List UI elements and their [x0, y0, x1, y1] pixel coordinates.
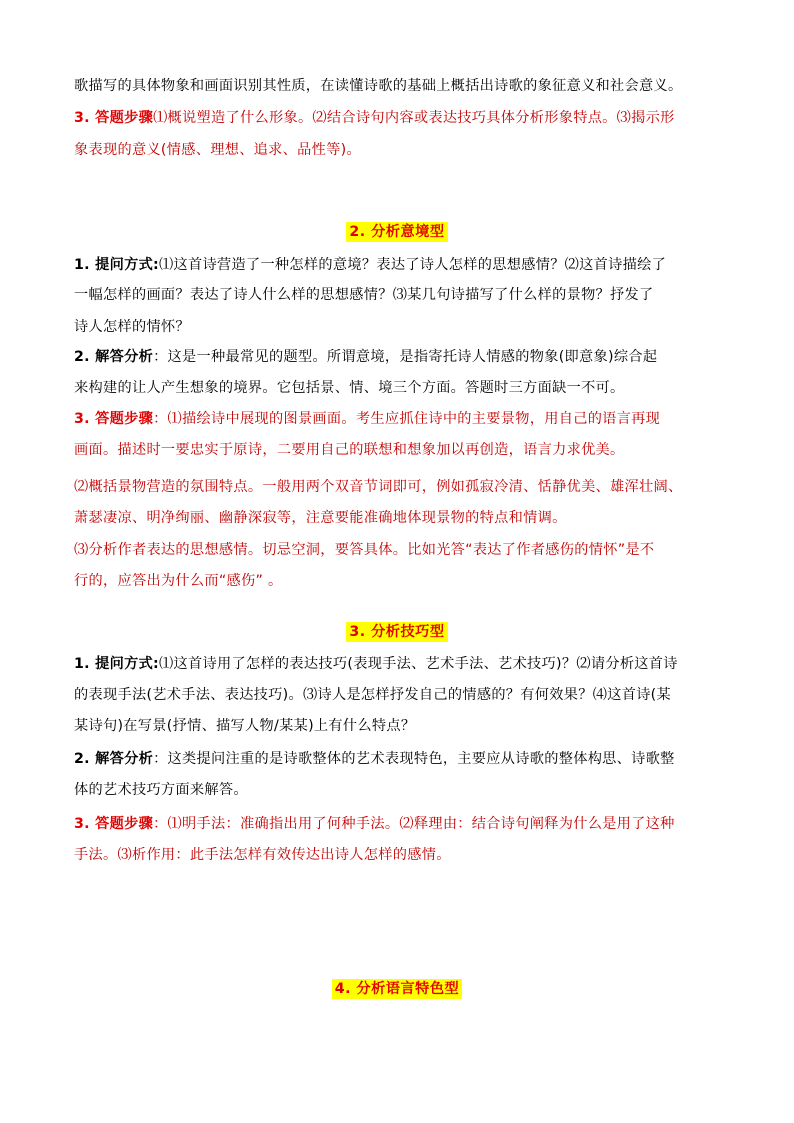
sec2-q-line2: 一幅怎样的画面？表达了诗人什么样的思想感情？⑶某几句诗描写了什么样的景物？抒发了	[74, 287, 654, 303]
sec3-a-text1: ：这类提问注重的是诗歌整体的艺术表现特色，主要应从诗歌的整体构思、诗歌整	[153, 751, 675, 767]
sec2-q-label: 1. 提问方式:	[74, 257, 160, 273]
sec2-s-line5: ⑶分析作者表达的思想感情。切忌空洞，要答具体。比如光答“表达了作者感伤的情怀”是不	[74, 542, 655, 558]
sec1-steps-line1	[74, 111, 675, 125]
sec3-heading-text: 3. 分析技巧型	[346, 622, 447, 642]
sec3-s-label: 3. 答题步骤	[74, 816, 154, 832]
sec3-q-line2: 的表现手法(艺术手法、表达技巧)。⑶诗人是怎样抒发自己的情感的？有何效果？⑷这首诗(某	[74, 687, 672, 703]
sec1-steps-line2: 象表现的意义(情感、理想、追求、品性等)。	[74, 142, 361, 158]
sec3-s-line1	[74, 817, 675, 831]
sec3-a-label: 2. 解答分析	[74, 751, 154, 767]
sec4-heading	[0, 982, 794, 996]
sec2-s-text1: ：⑴描绘诗中展现的图景画面。考生应抓住诗中的主要景物，用自己的语言再现	[153, 411, 661, 427]
sec3-s-text1: ：⑴明手法：准确指出用了何种手法。⑵释理由：结合诗句阐释为什么是用了这种	[153, 816, 675, 832]
sec2-s-line4: 萧瑟凄凉、明净绚丽、幽静深寂等，注意要能准确地体现景物的特点和情调。	[74, 510, 567, 526]
sec3-heading	[0, 625, 794, 639]
sec2-q-line3: 诗人怎样的情怀？	[74, 319, 190, 335]
sec3-a-line1	[74, 752, 675, 766]
sec2-s-line2: 画面。描述时一要忠实于原诗，二要用自己的联想和想象加以再创造，语言力求优美。	[74, 442, 625, 458]
sec3-q-line1	[74, 657, 678, 671]
sec1-line1: 歌描写的具体物象和画面识别其性质，在读懂诗歌的基础上概括出诗歌的象征意义和社会意义。	[74, 78, 683, 94]
sec3-q-line3: 某诗句)在写景(抒情、描写人物/某某)上有什么特点？	[74, 718, 416, 734]
sec3-q-text1: ⑴这首诗用了怎样的表达技巧(表现手法、艺术手法、艺术技巧)？⑵请分析这首诗	[159, 656, 678, 672]
sec2-q-line1	[74, 258, 666, 272]
sec2-a-line1	[74, 350, 657, 364]
sec2-q-text1: ⑴这首诗营造了一种怎样的意境？表达了诗人怎样的思想感情？⑵这首诗描绘了	[159, 257, 667, 273]
sec3-a-line2: 体的艺术技巧方面来解答。	[74, 782, 248, 798]
sec3-s-line2: 手法。⑶析作用：此手法怎样有效传达出诗人怎样的感情。	[74, 847, 451, 863]
sec2-s-line1	[74, 412, 660, 426]
sec2-s-label: 3. 答题步骤	[74, 411, 154, 427]
sec2-heading-text: 2. 分析意境型	[346, 222, 447, 242]
sec2-s-line3: ⑵概括景物营造的氛围特点。一般用两个双音节词即可，例如孤寂冷清、恬静优美、雄浑壮阔、	[74, 479, 683, 495]
sec2-a-text1: ：这是一种最常见的题型。所谓意境，是指寄托诗人情感的物象(即意象)综合起	[153, 349, 658, 365]
sec1-steps-label: 3. 答题步骤	[74, 110, 154, 126]
sec3-q-label: 1. 提问方式:	[74, 656, 160, 672]
sec2-s-line6: 行的，应答出为什么而“感伤” 。	[74, 573, 283, 589]
sec4-heading-text: 4. 分析语言特色型	[332, 979, 463, 999]
sec2-a-line2: 来构建的让人产生想象的境界。它包括景、情、境三个方面。答题时三方面缺一不可。	[74, 380, 625, 396]
sec2-a-label: 2. 解答分析	[74, 349, 154, 365]
sec2-heading	[0, 225, 794, 239]
sec1-steps-text1: ⑴概说塑造了什么形象。⑵结合诗句内容或表达技巧具体分析形象特点。⑶揭示形	[153, 110, 675, 126]
